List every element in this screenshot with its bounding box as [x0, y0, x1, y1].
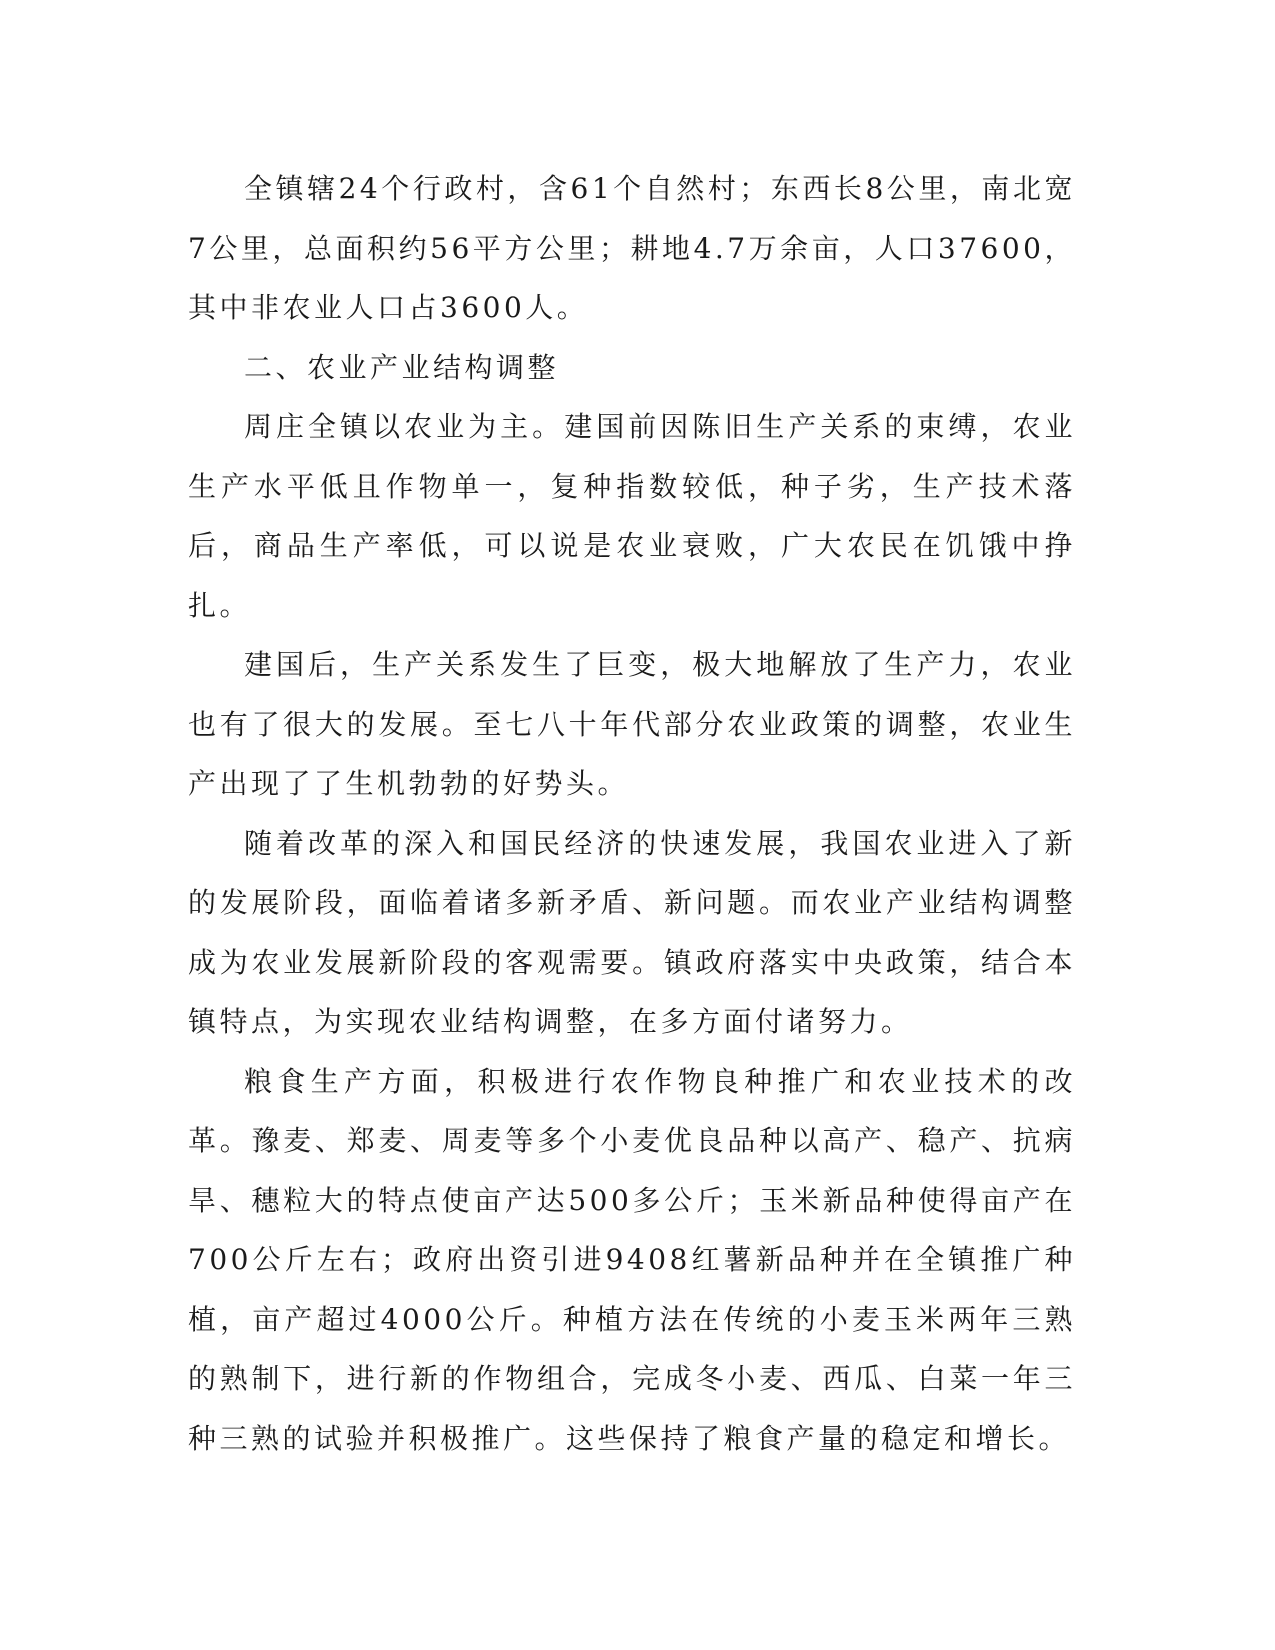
- section-heading: 二、农业产业结构调整: [244, 350, 560, 384]
- paragraph-pre-liberation: 周庄全镇以农业为主。建国前因陈旧生产关系的束缚，农业生产水平低且作物单一，复种指数较低，种子劣，生产技术落后，商品生产率低，可以说是农业衰败，广大农民在饥饿中挣扎。: [188, 410, 1076, 622]
- paragraph-overview: 全镇辖24个行政村，含61个自然村；东西长8公里，南北宽7公里，总面积约56平方公里；耕地4.7万余亩，人口37600，其中非农业人口占3600人。: [188, 172, 1076, 324]
- paragraph-reform: 随着改革的深入和国民经济的快速发展，我国农业进入了新的发展阶段，面临着诸多新矛盾、新问题。而农业产业结构调整成为农业发展新阶段的客观需要。镇政府落实中央政策，结合本镇特点，为实现农业结构调整，在多方面付诸努力。: [188, 826, 1076, 1038]
- paragraph-grain-production: 粮食生产方面，积极进行农作物良种推广和农业技术的改革。豫麦、郑麦、周麦等多个小麦优良品种以高产、稳产、抗病旱、穗粒大的特点使亩产达500多公斤；玉米新品种使得亩产在700公斤左右；政府出资引进9408红薯新品种并在全镇推广种植，亩产超过4000公斤。种植方法在传统的小麦玉米两年三熟的熟制下，进行新的作物组合，完成冬小麦、西瓜、白菜一年三种三熟的试验并积极推广。这些保持了粮食产量的稳定和增长。: [188, 1064, 1076, 1455]
- paragraph-post-liberation: 建国后，生产关系发生了巨变，极大地解放了生产力，农业也有了很大的发展。至七八十年代部分农业政策的调整，农业生产出现了了生机勃勃的好势头。: [188, 648, 1076, 800]
- document-body: [188, 159, 1076, 1468]
